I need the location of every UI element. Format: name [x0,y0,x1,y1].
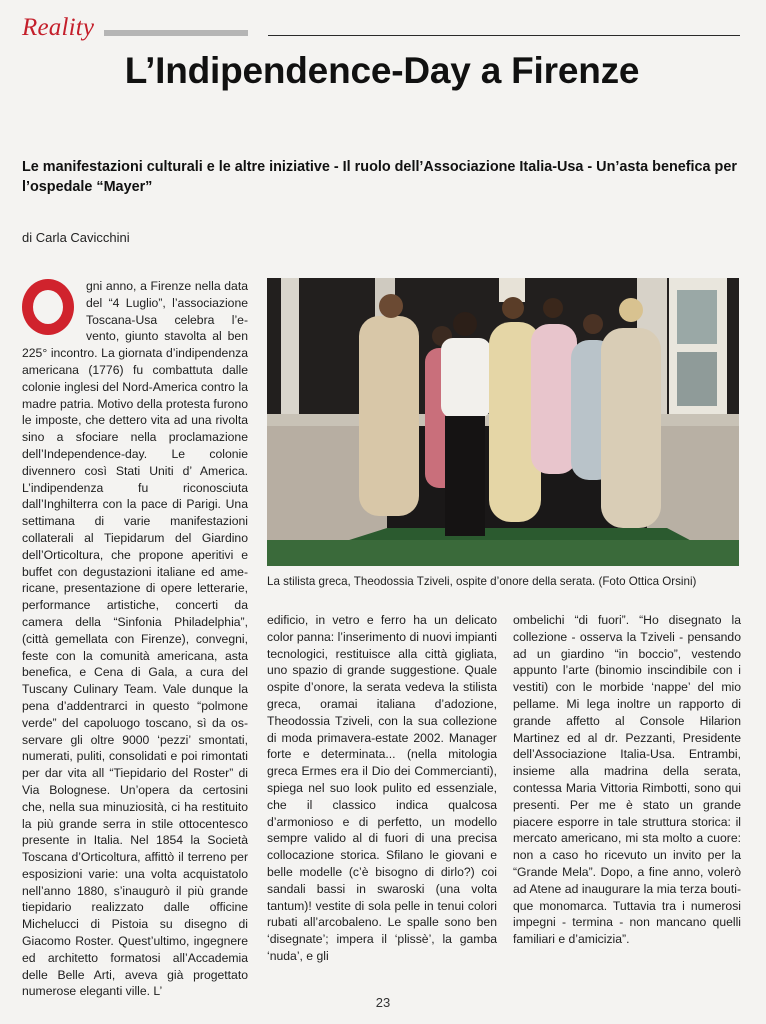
section-tag-bar [104,30,248,36]
article-subtitle: Le manifestazioni culturali e le altre iniziative - Il ruolo dell’Associazione Italia-Usa - Un’asta benefica per l’ospedale “Mayer” [22,159,737,195]
article-photo [267,278,739,566]
article-title: L’Indipendence-Day a Firenze [124,50,640,91]
section-tag: Reality [22,14,95,41]
column-2-text: edificio, in vetro e ferro ha un delicato color panna: l’inserimento di nuovi impianti tecnologici, restituisce alla città gigliata, uno spazio di grande suggestione. Quale ospite d’onore, la serata vedeva la stilista greca, oramai italiana d’adozione, Theodossia Tziveli, con la sua collezione di moda primavera-estate 2002. Manager forte e determinata... (nella mitologia greca Ermes era il Dio dei Commercianti), spiega nel suo look pulito ed essenziale, che il classico indica qualcosa d’armonioso e di perfetto, un modello sempre valido al di fuori di una precisa collocazione storica. Sfilano le giovani e belle modelle (c’è bisogno di dirlo?) coi sandali bassi in swaroski (una volta tantum)! vestite di sola pelle in tenui colori rubati all’arcobaleno. Le spalle sono ben ‘disegnate’; impera il ‘plissè’, la gamba ‘nuda’, e gli [267,613,497,963]
article-column-2 [267,612,497,965]
column-3-text: ombelichi “di fuori”. “Ho disegnato la collezione - osserva la Tziveli - pensando ad un giardino “in boccio”, vestendo appunto l’arte (binomio inscindibile con i vestiti) con le morbide ‘nappe’ del mio pellame. Mi lega inoltre un rapporto di grande affetto al Console Hilarion Martinez ed al dr. Pezzanti, Presidente dell’Associazione Italia-Usa. Entrambi, insieme alla madrina della serata, contessa Maria Vittoria Rimbotti, sono qui presenti. Per me è stato un grande piacere esporre in tale struttura storica: il mercato americano, mi sta molto a cuore: non a caso ho ricevuto un invito per la “Grande Mela”. Dopo, a fine anno, volerò ad Atene ad inaugurare la mia terza boutique monomarca. Tuttavia tra i numerosi impegni - termina - non mancano quelli familiari e d’amicizia”. [513,613,741,947]
article-byline: di Carla Cavicchini [22,230,130,245]
runway-photo-image [267,278,739,566]
article-column-3 [513,612,741,948]
photo-caption: La stilista greca, Theodossia Tziveli, ospite d’onore della serata. (Foto Ottica Orsini) [267,575,697,588]
header-rule [268,35,740,36]
page-number: 23 [375,995,391,1010]
dropcap-ring-icon [22,279,74,335]
article-column-1 [22,278,248,1000]
dropcap [22,279,80,335]
column-1-text: gni anno, a Firenze nella data del “4 Luglio”, l’associazione Toscana-Usa celebra l’evento, giunto stavolta al ben 225° incontro. La giornata d’indipendenza americana (1776) fu combattuta dalle colonie inglesi del Nord-America contro la madre patria. Motivo della protesta furono le imposte, che dettero vita ad una rivolta sino a sfociare nella proclamazione dell’Independence-day. Le colonie divennero così Stati Uniti d’ America. L’indipendenza fu riconosciuta dall’Inghilterra con la pace di Parigi. Una settimana di varie manifestazioni collaterali al Tiepidarum del Giardino dell’Orticoltura, che propone aperitivi e buffet con degustazioni italiane ed americane, presentazione di opere letterarie, performance artistiche, concerti da camera della “Sinfonia Philadelphia”, (città gemellata con Firenze), convegni, feste con la comunità americana, asta benefica, e Cena di Gala, a cura del Tuscany Culinary Team. Vale dunque la pena d’addentrarci in questo “polmone verde” del capoluogo toscano, sì da osservare gli oltre 9000 ‘pezzi’ smontati, numerati, puliti, consolidati e poi rimontati per dar vita all “Tiepidario del Roster” di Via Bolognese. Un’opera da certosini che, nella sua minuziosità, ci ha restituito la più grande serra in stile ottocentesco presente in Italia. Nel 1854 la Società Toscana d’Orticoltura, affittò il terreno per esposizioni varie: una volta acquistatolo nell’anno 1880, s’inaugurò il più grande tiepidario realizzato dalle officine Michelucci di Pistoia su disegno di Giacomo Roster. Quest’ultimo, ingegnere ed architetto formatosi all’Accademia delle Belle Arti, aveva già progettato numerose eleganti ville. L’ [22,279,248,999]
